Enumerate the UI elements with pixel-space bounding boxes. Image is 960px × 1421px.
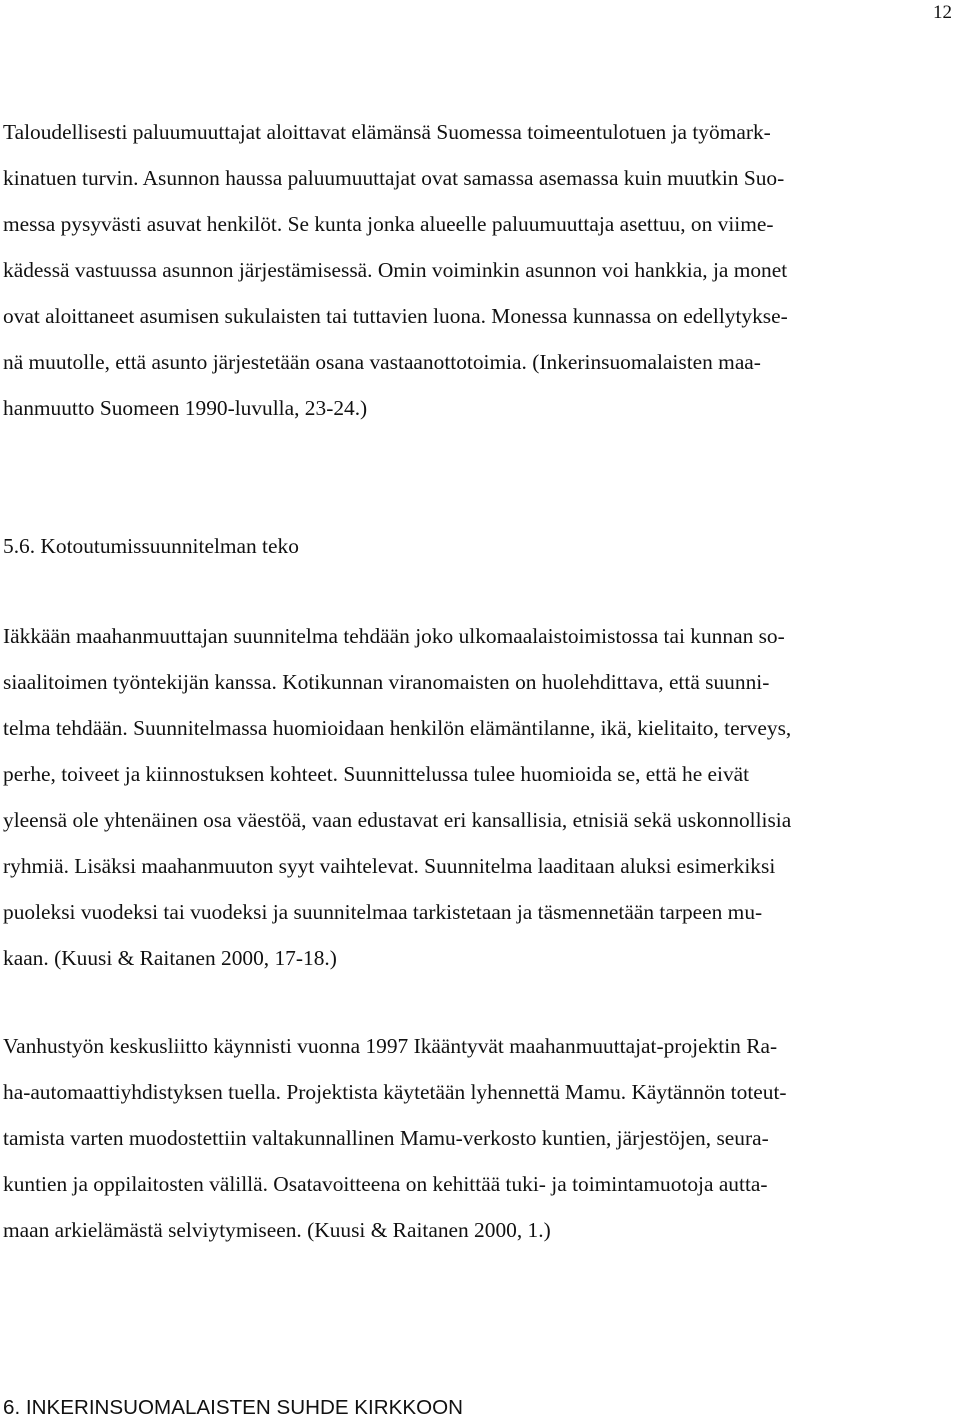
text-line: ha-automaattiyhdistyksen tuella. Projektista käytetään lyhennettä Mamu. Käytännön toteut-: [3, 1080, 787, 1104]
paragraph-mamu-projekti: [3, 1023, 958, 1253]
text-line: Iäkkään maahanmuuttajan suunnitelma tehdään joko ulkomaalaistoimistossa tai kunnan so-: [3, 624, 785, 648]
text-line: puoleksi vuodeksi tai vuodeksi ja suunnitelmaa tarkistetaan ja täsmennetään tarpeen mu-: [3, 900, 763, 924]
text-line: nä muutolle, että asunto järjestetään osana vastaanottotoimia. (Inkerinsuomalaisten maa-: [3, 350, 761, 374]
text-line: kaan. (Kuusi & Raitanen 2000, 17-18.): [3, 946, 337, 970]
text-line: kinatuen turvin. Asunnon haussa paluumuuttajat ovat samassa asemassa kuin muutkin Suo-: [3, 166, 785, 190]
text-line: Taloudellisesti paluumuuttajat aloittavat elämänsä Suomessa toimeentulotuen ja työmark-: [3, 120, 771, 144]
text-line: ryhmiä. Lisäksi maahanmuuton syyt vaihtelevat. Suunnitelma laaditaan aluksi esimerkiksi: [3, 854, 776, 878]
text-line: kädessä vastuussa asunnon järjestämisessä. Omin voiminkin asunnon voi hankkia, ja monet: [3, 258, 788, 282]
page-number: 12: [933, 2, 952, 23]
text-line: perhe, toiveet ja kiinnostuksen kohteet. Suunnittelussa tulee huomioida se, että he eivät: [3, 762, 750, 786]
text-line: telma tehdään. Suunnitelmassa huomioidaan henkilön elämäntilanne, ikä, kielitaito, terveys,: [3, 716, 792, 740]
chapter-heading: 6. INKERINSUOMALAISTEN SUHDE KIRKKOON: [3, 1396, 464, 1419]
text-line: siaalitoimen työntekijän kanssa. Kotikunnan viranomaisten on huolehdittava, että suunni-: [3, 670, 770, 694]
paragraph-kotoutumissuunnitelma: [3, 613, 958, 981]
text-line: hanmuutto Suomeen 1990-luvulla, 23-24.): [3, 396, 368, 420]
text-line: tamista varten muodostettiin valtakunnallinen Mamu-verkosto kuntien, järjestöjen, seura-: [3, 1126, 769, 1150]
text-line: Vanhustyön keskusliitto käynnisti vuonna 1997 Ikääntyvät maahanmuuttajat-projektin Ra-: [3, 1034, 778, 1058]
text-line: ovat aloittaneet asumisen sukulaisten tai tuttavien luona. Monessa kunnassa on edellytykse-: [3, 304, 788, 328]
text-line: maan arkielämästä selviytymiseen. (Kuusi & Raitanen 2000, 1.): [3, 1218, 551, 1242]
text-line: yleensä ole yhtenäinen osa väestöä, vaan edustavat eri kansallisia, etnisiä sekä uskonnollisia: [3, 808, 792, 832]
text-line: kuntien ja oppilaitosten välillä. Osatavoitteena on kehittää tuki- ja toimintamuotoja autta-: [3, 1172, 768, 1196]
paragraph-paluumuuttajat: [3, 109, 958, 431]
section-heading: 5.6. Kotoutumissuunnitelman teko: [3, 534, 299, 558]
text-line: messa pysyvästi asuvat henkilöt. Se kunta jonka alueelle paluumuuttaja asettuu, on viime-: [3, 212, 774, 236]
